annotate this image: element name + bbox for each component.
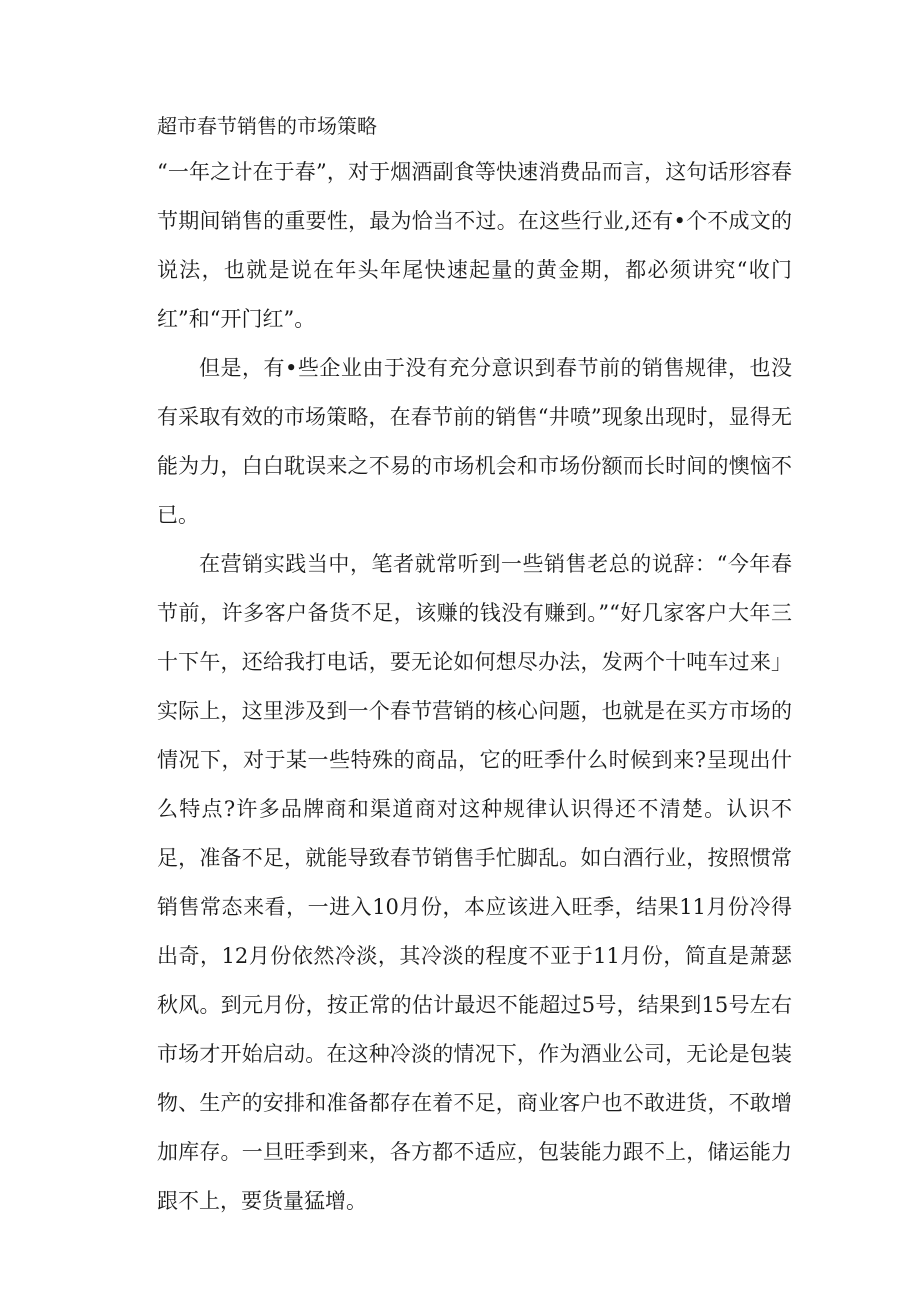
paragraph-3: 在营销实践当中，笔者就常听到一些销售老总的说辞：“今年春节前，许多客户备货不足，该赚的钱没有赚到。”“好几家客户大年三十下午，还给我打电话，要无论如何想尽办法，发两个十吨车过来」实际上，这里涉及到一个春节营销的核心问题，也就是在买方市场的情况下，对于某一些特殊的商品，它的旺季什么时候到来?呈现出什么特点?许多品牌商和渠道商对这种规律认识得还不清楚。认识不足，准备不足，就能导致春节销售手忙脚乱。如白酒行业，按照惯常销售常态来看，一进入10月份，本应该进入旺季，结果11月份冷得出奇，12月份依然冷淡，其冷淡的程度不亚于11月份，简直是萧瑟秋风。到元月份，按正常的估计最迟不能超过5号，结果到15号左右市场才开始启动。在这种冷淡的情况下，作为酒业公司，无论是包装物、生产的安排和准备都存在着不足，商业客户也不敢进货，不敢增加库存。一旦旺季到来，各方都不适应，包装能力跟不上，储运能力跟不上，要货量猛增。 <box>157 552 792 1213</box>
document-body <box>157 148 792 1226</box>
paragraph-1: “一年之计在于春”，对于烟酒副食等快速消费品而言，这句话形容春节期间销售的重要性，最为恰当不过。在这些行业,还有•个不成文的说法，也就是说在年头年尾快速起量的黄金期，都必须讲究“收门红”和“开门红”。 <box>157 160 792 331</box>
paragraph-2: 但是，有•些企业由于没有充分意识到春节前的销售规律，也没有采取有效的市场策略，在春节前的销售“井喷”现象出现时，显得无能为力，白白耽误来之不易的市场机会和市场份额而长时间的懊恼不已。 <box>157 356 792 527</box>
document-title: 超市春节销售的市场策略 <box>157 114 377 138</box>
